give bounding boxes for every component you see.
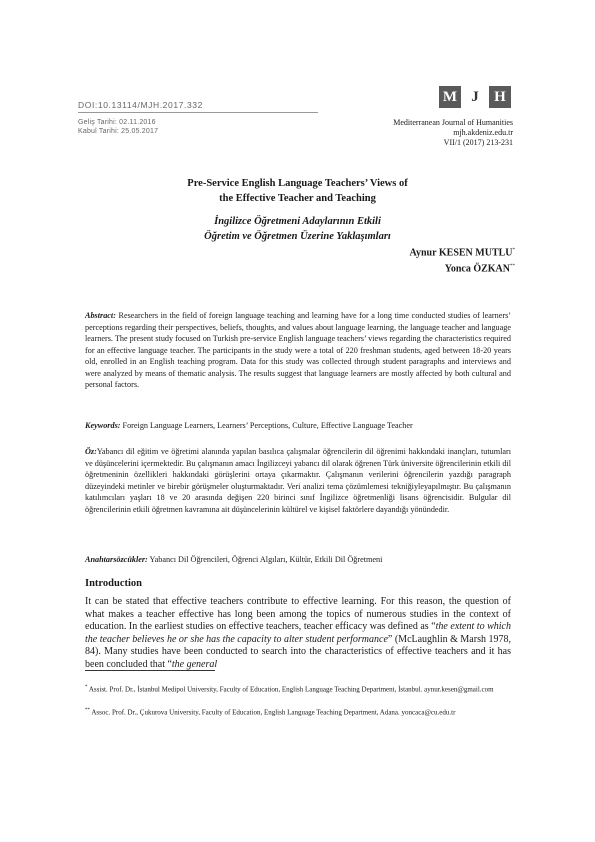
english-title [0,176,595,206]
footnote-1-mark: * [85,685,88,690]
author-2 [410,260,515,276]
introduction-heading: Introduction [85,578,142,589]
footnote-2 [85,706,511,717]
turkish-title-line-1: İngilizce Öğretmeni Adaylarının Etkili [214,216,381,227]
abstract-label: Abstract: [85,311,116,320]
journal-info [393,118,513,148]
journal-name: Mediterranean Journal of Humanities [393,118,513,127]
footnote-2-mark: ** [85,708,90,713]
author-1 [410,244,515,260]
author-1-name: Aynur KESEN MUTLU [409,247,513,259]
logo-letter-h: H [489,86,511,108]
logo-letter-m: M [439,86,461,108]
footnote-1-text: Assist. Prof. Dr., İstanbul Medipol University, Faculty of Education, English Language Teaching Department, İstanbul. aynur.kesen@gmail.com [88,685,494,694]
introduction-text [85,596,511,671]
abstract-text: Researchers in the field of foreign language teaching and learning have for a long time conducted studies of learners’ perceptions regarding their perspectives, beliefs, thoughts, and values about language learning, the language teacher and language learners. The present study focused on Turkish pre-service English language teachers’ views regarding the characteristics required for an effective language teacher. The participants in the study were a total of 220 freshman students, aged between 18-20 years old, enrolled in an English teaching program. Data for this study was collected through student paragraphs and interviews and were analyzed by means of thematic analysis. The results suggest that language learners are mostly affected by both cultural and personal factors. [85,311,512,389]
doi: DOI:10.13114/MJH.2017.332 [78,100,203,110]
received-date: Geliş Tarihi: 02.11.2016 [78,119,156,126]
abstract [85,310,511,391]
keywords-label: Keywords: [85,421,121,430]
turkish-title-line-2: Öğretim ve Öğretmen Üzerine Yaklaşımları [204,231,391,242]
anahtar-label: Anahtarsözcükler: [85,555,148,564]
english-title-line-1: Pre-Service English Language Teachers’ Views of [187,178,408,189]
journal-url[interactable]: mjh.akdeniz.edu.tr [453,128,513,137]
oz-label: Öz: [85,447,97,456]
english-title-line-2: the Effective Teacher and Teaching [219,193,376,204]
anahtar-text: Yabancı Dil Öğrencileri, Öğrenci Algıları, Kültür, Etkili Dil Öğretmeni [149,555,383,564]
logo-letter-j: J [464,86,486,108]
journal-logo [439,86,511,108]
authors [410,244,515,277]
intro-quote-2: the general [171,658,218,670]
turkish-keywords [85,554,511,566]
footnote-2-text: Assoc. Prof. Dr., Çukurova University, Faculty of Education, English Language Teaching Department, Adana. yoncaca@cu.edu.tr [91,708,456,717]
intro-quote-1: the extent to which the teacher believes he or she has the capacity to alter student performance [85,621,511,645]
turkish-title [0,214,595,244]
header-divider [78,112,318,113]
footnote-divider [85,670,215,671]
intro-text-2: ” (McLaughlin & Marsh 1978, 84). Many studies have been conducted to search into the characteristics of effective teachers and it has been concluded that “ [85,633,511,670]
author-2-mark: ** [510,264,515,270]
intro-text-1: It can be stated that effective teachers contribute to effective learning. For this reason, the question of what makes a teacher effective has long been among the topics of numerous studies in the context of education. In the earliest studies on effective teachers, teacher efficacy was defined as “ [85,596,511,632]
author-1-mark: * [512,248,515,253]
author-2-name: Yonca ÖZKAN [444,263,510,275]
keywords-text: Foreign Language Learners, Learners’ Perceptions, Culture, Effective Language Teacher [122,421,413,430]
oz-text: Yabancı dil eğitim ve öğretimi alanında yapılan basılıca çalışmalar öğrencilerin dil öğrenimi hakkındaki inançları, tutumları ve düşüncelerini içermektedir. Bu çalışmanın amacı İngilizceyi yabancı dil olarak öğrenen Türk üniversite öğrencilerinin etkili dil öğretmeninin özellikleri hakkındaki görüşlerini ortaya çıkarmaktır. Çalışmanın verilerini öğrencilerin yazdığı paragraph düzeyindeki metinler ve birebir görüşmeler oluşturmaktadır. Veri analizi tema çözümlemesi tekniğiyleyapılmıştır. Bu çalışmanın katılımcıları yaşları 18 ve 20 arasında değişen 220 birinci sınıf İngilizce öğretmenliği lisans öğrencisidir. Bulgular dil öğrencilerinin etkili öğretmen kavramına ait düşüncelerinin kültürel ve kişisel faktörlere dayandığı yönündedir. [85,447,511,514]
turkish-abstract [85,446,511,515]
article-dates [78,118,158,136]
journal-volume: VII/1 (2017) 213-231 [443,138,513,147]
footnote-1 [85,683,511,694]
accepted-date: Kabul Tarihi: 25.05.2017 [78,128,159,135]
keywords [85,420,511,432]
